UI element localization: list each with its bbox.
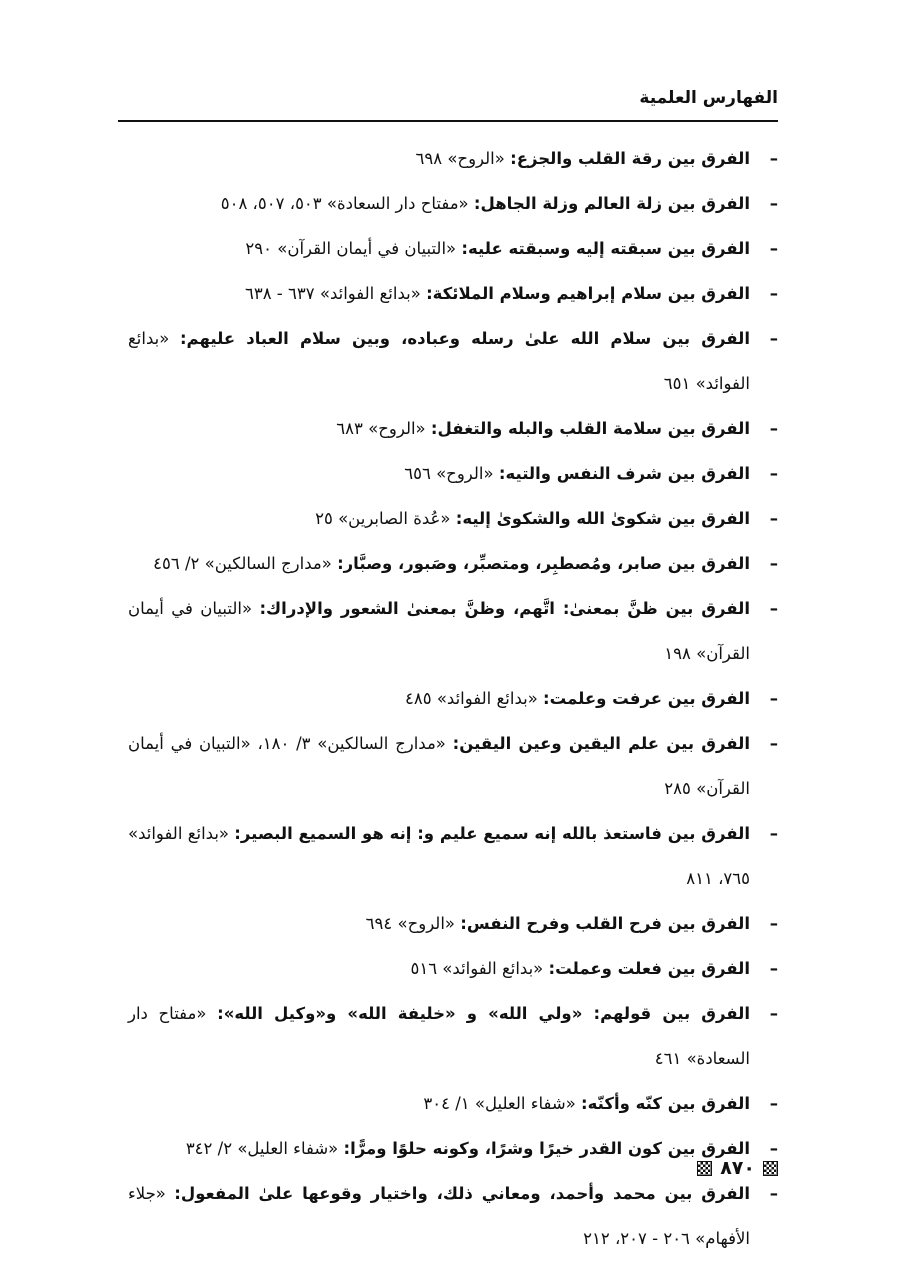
entry-reference: «مدارج السالكين» ٢/ ٤٥٦ — [153, 554, 332, 573]
entry-reference: «عُدة الصابرين» ٢٥ — [315, 509, 451, 528]
index-entry — [128, 991, 778, 1081]
entry-reference: «شفاء العليل» ٢/ ٣٤٢ — [185, 1139, 339, 1158]
entry-dash: – — [769, 554, 778, 573]
entry-reference: «الروح» ٦٥٦ — [404, 464, 494, 483]
entry-dash: – — [769, 149, 778, 168]
entry-reference: «التبيان في أيمان القرآن» ١٩٨ — [128, 599, 750, 663]
entry-reference: «الروح» ٦٨٣ — [336, 419, 426, 438]
entry-term: الفرق بين محمد وأحمد، ومعاني ذلك، واختيار وقوعها علىٰ المفعول: — [174, 1184, 750, 1203]
entry-term: الفرق بين رقة القلب والجزع: — [510, 149, 750, 168]
entry-reference: «مفتاح دار السعادة» ٤٦١ — [128, 1004, 750, 1068]
entry-dash: – — [769, 419, 778, 438]
entry-dash: – — [769, 1184, 778, 1203]
entry-term: الفرق بين عرفت وعلمت: — [543, 689, 750, 708]
index-list — [128, 136, 778, 1261]
entry-term: الفرق بين قولهم: «ولي الله» و «خليفة الله» و«وكيل الله»: — [217, 1004, 750, 1023]
entry-term: الفرق بين سلام إبراهيم وسلام الملائكة: — [426, 284, 750, 303]
entry-term: الفرق بين ظنَّ بمعنىٰ: اتَّهم، وظنَّ بمعنىٰ الشعور والإدراك: — [259, 599, 750, 618]
index-entry — [128, 1171, 778, 1261]
index-entry — [128, 181, 778, 226]
entry-dash: – — [769, 1094, 778, 1113]
entry-dash: – — [769, 509, 778, 528]
header-title: الفهارس العلمية — [639, 88, 778, 108]
entry-reference: «بدائع الفوائد» ٧٦٥، ٨١١ — [128, 824, 750, 888]
index-entry — [128, 946, 778, 991]
entry-reference: «شفاء العليل» ١/ ٣٠٤ — [423, 1094, 576, 1113]
entry-dash: – — [769, 959, 778, 978]
page-number: ٨٧٠ — [720, 1157, 755, 1179]
index-entry — [128, 451, 778, 496]
entry-term: الفرق بين صابر، ومُصطبِر، ومتصبِّر، وصَبور، وصبَّار: — [337, 554, 750, 573]
entry-dash: – — [769, 284, 778, 303]
entry-dash: – — [769, 689, 778, 708]
running-header — [118, 86, 778, 122]
entry-dash: – — [769, 1139, 778, 1158]
page-footer — [697, 1152, 778, 1184]
index-entry — [128, 676, 778, 721]
entry-reference: «مفتاح دار السعادة» ٥٠٣، ٥٠٧، ٥٠٨ — [220, 194, 469, 213]
entry-reference: «بدائع الفوائد» ٦٥١ — [128, 329, 750, 393]
entry-dash: – — [769, 194, 778, 213]
entry-reference: «الروح» ٦٩٤ — [365, 914, 456, 933]
entry-dash: – — [769, 1004, 778, 1023]
entry-dash: – — [769, 734, 778, 753]
entry-reference: «الروح» ٦٩٨ — [415, 149, 505, 168]
entry-reference: «التبيان في أيمان القرآن» ٢٩٠ — [245, 239, 457, 258]
index-entry — [128, 586, 778, 676]
entry-term: الفرق بين فرح القلب وفرح النفس: — [460, 914, 750, 933]
entry-term: الفرق بين سلام الله علىٰ رسله وعباده، وبين سلام العباد عليهم: — [179, 329, 750, 348]
entry-reference: «مدارج السالكين» ٣/ ١٨٠، «التبيان في أيمان القرآن» ٢٨٥ — [128, 734, 750, 798]
index-entry — [128, 226, 778, 271]
ornament-icon — [697, 1161, 712, 1176]
ornament-icon — [763, 1161, 778, 1176]
index-entry — [128, 1081, 778, 1126]
index-entry — [128, 136, 778, 181]
entry-reference: «بدائع الفوائد» ٤٨٥ — [404, 689, 538, 708]
entry-term: الفرق بين كنّه وأكنّه: — [581, 1094, 750, 1113]
entry-dash: – — [769, 914, 778, 933]
index-entry — [128, 316, 778, 406]
index-entry — [128, 721, 778, 811]
entry-dash: – — [769, 464, 778, 483]
entry-term: الفرق بين سبقته إليه وسبقته عليه: — [461, 239, 750, 258]
index-entry — [128, 406, 778, 451]
entry-term: الفرق بين علم اليقين وعين اليقين: — [452, 734, 751, 753]
entry-dash: – — [769, 824, 778, 843]
index-entry — [128, 901, 778, 946]
entry-term: الفرق بين فعلت وعملت: — [548, 959, 750, 978]
entry-reference: «جلاء الأفهام» ٢٠٦ - ٢٠٧، ٢١٢ — [128, 1184, 750, 1248]
entry-term: الفرق بين زلة العالم وزلة الجاهل: — [473, 194, 750, 213]
index-entry — [128, 496, 778, 541]
entry-term: الفرق بين فاستعذ بالله إنه سميع عليم و: إنه هو السميع البصير: — [234, 824, 751, 843]
entry-dash: – — [769, 239, 778, 258]
index-entry — [128, 1126, 778, 1171]
index-entry — [128, 271, 778, 316]
index-entry — [128, 541, 778, 586]
entry-dash: – — [769, 599, 778, 618]
entry-dash: – — [769, 329, 778, 348]
entry-term: الفرق بين كون القدر خيرًا وشرًا، وكونه حلوًا ومرًّا: — [343, 1139, 750, 1158]
entry-term: الفرق بين شرف النفس والتيه: — [498, 464, 750, 483]
entry-term: الفرق بين شكوىٰ الله والشكوىٰ إليه: — [455, 509, 750, 528]
entry-reference: «بدائع الفوائد» ٦٣٧ - ٦٣٨ — [244, 284, 421, 303]
entry-reference: «بدائع الفوائد» ٥١٦ — [410, 959, 544, 978]
index-entry — [128, 811, 778, 901]
entry-term: الفرق بين سلامة القلب والبله والتغفل: — [430, 419, 750, 438]
